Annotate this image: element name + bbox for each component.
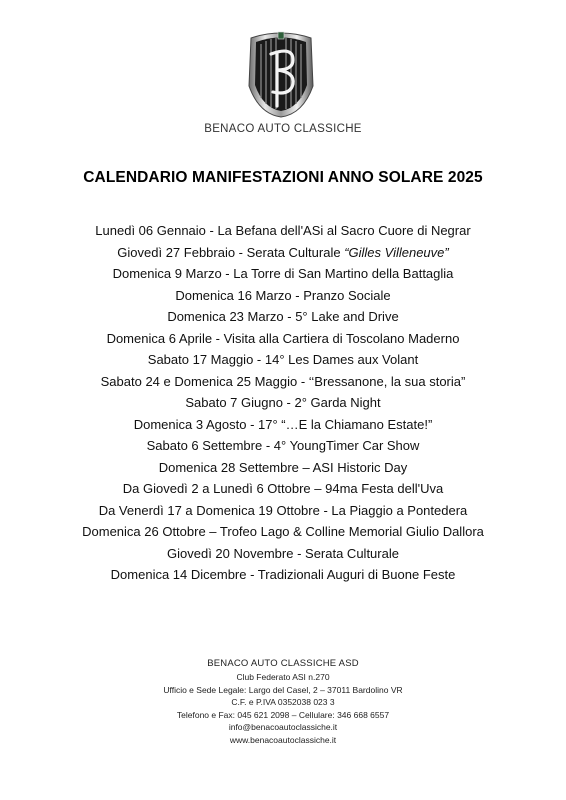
footer-federation: Club Federato ASI n.270 — [236, 672, 330, 682]
footer-contact — [0, 657, 566, 746]
brand-name: BENACO AUTO CLASSICHE — [204, 123, 362, 135]
page-title: CALENDARIO MANIFESTAZIONI ANNO SOLARE 2025 — [83, 169, 483, 186]
event-item: Domenica 14 Dicembre - Tradizionali Auguri di Buone Feste — [110, 567, 456, 582]
event-item: Da Venerdì 17 a Domenica 19 Ottobre - La Piaggio a Pontedera — [98, 502, 468, 518]
event-item: Domenica 9 Marzo - La Torre di San Martino della Battaglia — [112, 266, 454, 281]
events-list — [0, 220, 566, 586]
event-item: Domenica 23 Marzo - 5° Lake and Drive — [167, 309, 399, 324]
event-item: Domenica 28 Settembre – ASI Historic Day — [158, 459, 408, 475]
footer-club-name: BENACO AUTO CLASSICHE ASD — [207, 658, 359, 669]
event-item: Sabato 24 e Domenica 25 Maggio - ‘‘Bressanone, la sua storia” — [100, 373, 466, 389]
footer-address: Ufficio e Sede Legale: Largo del Casel, 2 – 37011 Bardolino VR — [163, 684, 403, 695]
footer-tax-id: C.F. e P.IVA 0352038 023 3 — [231, 697, 335, 707]
event-item: Sabato 17 Maggio - 14° Les Dames aux Volant — [147, 352, 419, 367]
event-item: Sabato 7 Giugno - 2° Garda Night — [185, 395, 381, 410]
benaco-grille-logo-icon — [243, 28, 319, 118]
event-item: Giovedì 20 Novembre - Serata Culturale — [167, 545, 399, 561]
event-item: Giovedì 27 Febbraio - Serata Culturale “Gilles Villeneuve” — [117, 244, 449, 260]
footer-email: info@benacoautoclassiche.it — [228, 722, 338, 732]
footer-website: www.benacoautoclassiche.it — [229, 734, 337, 745]
event-item: Domenica 16 Marzo - Pranzo Sociale — [175, 287, 391, 303]
footer-phone: Telefono e Fax: 045 621 2098 – Cellulare: 346 668 6557 — [176, 709, 390, 720]
event-item: Domenica 26 Ottobre – Trofeo Lago & Colline Memorial Giulio Dallora — [82, 524, 484, 539]
event-item: Sabato 6 Settembre - 4° YoungTimer Car Show — [146, 438, 420, 453]
event-item: Domenica 6 Aprile - Visita alla Cartiera di Toscolano Maderno — [106, 330, 460, 346]
event-item: Da Giovedì 2 a Lunedì 6 Ottobre – 94ma Festa dell'Uva — [122, 481, 444, 496]
event-item: Domenica 3 Agosto - 17° “…E la Chiamano Estate!” — [133, 416, 433, 432]
event-item: Lunedì 06 Gennaio - La Befana dell'ASi al Sacro Cuore di Negrar — [95, 223, 471, 238]
